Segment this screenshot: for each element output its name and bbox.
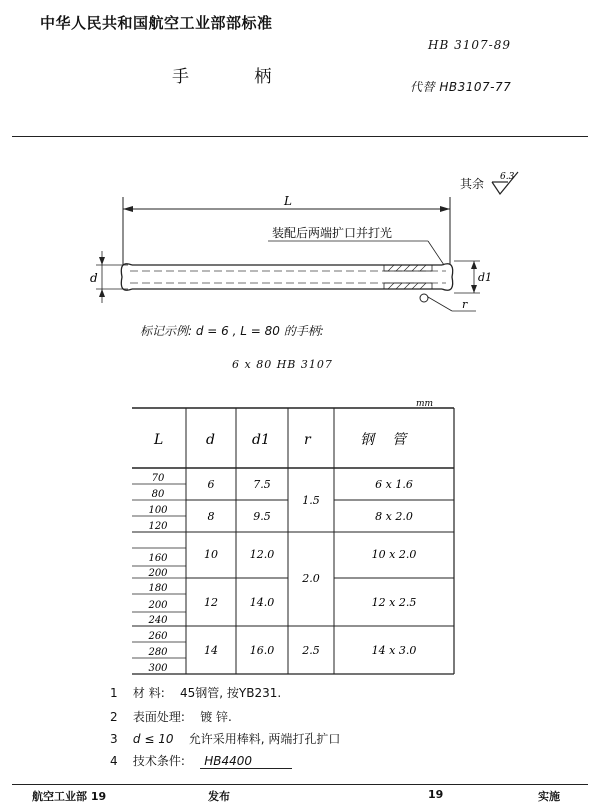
note-number: 2 [110, 710, 118, 724]
standard-code: HB 3107-89 [428, 38, 511, 52]
note-number: 4 [110, 754, 118, 768]
footer-divider [12, 784, 588, 785]
dimension-table [132, 399, 462, 678]
note-value: 45钢管, 按YB231. [180, 686, 282, 700]
note-item [110, 730, 340, 747]
cell-L: 200 [148, 600, 168, 611]
cell-tube: 14 x 3.0 [371, 644, 417, 657]
note-value: 允许采用棒料, 两端打孔扩口 [188, 732, 341, 746]
cell-L: 100 [148, 505, 168, 516]
issuing-organization: 中华人民共和国航空工业部部标准 [40, 14, 273, 32]
replaces-standard: 代替 HB3107-77 [410, 80, 512, 94]
footer-implemented: 实施 [538, 790, 560, 803]
footer-publisher: 航空工业部 19 [32, 790, 107, 803]
cell-L: 70 [151, 473, 165, 484]
dim-r-label: r [462, 298, 468, 311]
handle-drawing [0, 185, 600, 320]
cell-tube: 6 x 1.6 [375, 478, 413, 491]
header-d: d [206, 432, 215, 448]
note-number: 1 [110, 686, 118, 700]
note-value: 镀 锌. [200, 710, 232, 724]
cell-d: 14 [204, 644, 218, 657]
cell-d1: 12.0 [249, 548, 275, 561]
cell-L: 80 [151, 489, 165, 500]
unit-label: mm [416, 399, 434, 409]
marking-example: 标记示例: d = 6 , L = 80 的手柄: [140, 324, 324, 338]
note-label: 材 料: [132, 686, 165, 700]
cell-d1: 9.5 [253, 510, 271, 523]
cell-L: 280 [148, 647, 168, 658]
note-value: HB4400 [200, 754, 292, 769]
cell-d1: 16.0 [249, 644, 275, 657]
header-tube: 钢管 [360, 432, 424, 448]
cell-tube: 8 x 2.0 [375, 510, 413, 523]
note-label: 表面处理: [132, 710, 185, 724]
header-r: r [304, 432, 311, 448]
cell-tube: 12 x 2.5 [371, 596, 417, 609]
marking-example-code: 6 x 80 HB 3107 [232, 358, 333, 371]
cell-d: 12 [204, 596, 218, 609]
cell-d1: 7.5 [253, 478, 271, 491]
header-divider [12, 136, 588, 137]
note-number: 3 [110, 732, 118, 746]
note-item [110, 708, 232, 725]
cell-L: 200 [148, 568, 168, 579]
cell-d: 10 [204, 548, 218, 561]
roughness-value: 6.3 [499, 172, 515, 182]
dim-d1-label: d1 [478, 271, 493, 284]
cell-d1: 14.0 [249, 596, 275, 609]
cell-r: 2.0 [302, 572, 320, 585]
cell-L: 180 [148, 583, 168, 594]
note-label: d ≤ 10 [132, 732, 174, 746]
cell-d: 6 [207, 478, 215, 491]
header-L: L [154, 432, 164, 448]
note-item [110, 684, 281, 701]
roughness-label: 其余 [460, 177, 485, 191]
document-title: 手 柄 [172, 67, 302, 87]
dim-L-label: L [284, 194, 292, 208]
note-item [110, 752, 292, 769]
dim-d-label: d [90, 271, 98, 285]
cell-L: 300 [148, 663, 168, 674]
cell-L: 120 [148, 521, 168, 532]
cell-L: 240 [148, 615, 168, 626]
cell-tube: 10 x 2.0 [371, 548, 417, 561]
cell-r: 1.5 [302, 494, 320, 507]
cell-d: 8 [207, 510, 215, 523]
assembly-note: 装配后两端扩口并打光 [272, 226, 393, 240]
cell-r: 2.5 [302, 644, 320, 657]
cell-L: 160 [148, 553, 168, 564]
footer-number: 19 [428, 788, 444, 801]
note-label: 技术条件: [132, 754, 185, 768]
cell-L: 260 [148, 631, 168, 642]
header-d1: d1 [252, 432, 270, 448]
footer-published: 发布 [208, 790, 230, 803]
